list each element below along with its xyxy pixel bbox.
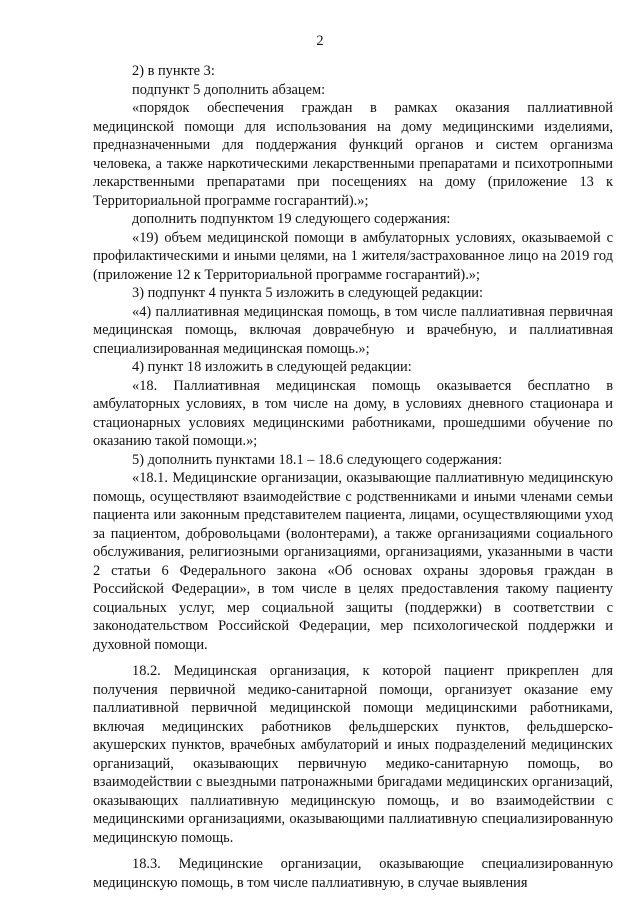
paragraph-item-3-heading: 2) в пункте 3:	[132, 63, 215, 79]
paragraph-item-18-text: «18. Паллиативная медицинская помощь оказывается бесплатно в амбулаторных условиях, в том числе на дому, в условиях дневного стационара и стационарных условиях медицинскими работниками, прошедшими обучение по оказанию такой помощи.»;	[93, 377, 613, 449]
paragraph-subitem-4-text: «4) паллиативная медицинская помощь, в том числе паллиативная первичная медицинская помощь, включая доврачебную и врачебную, и паллиативная специализированная медицинская помощь.»;	[93, 303, 613, 357]
document-body	[93, 62, 613, 892]
page-number: 2	[316, 33, 324, 49]
paragraph-add-items-18-1-18-6: 5) дополнить пунктами 18.1 – 18.6 следующего содержания:	[132, 451, 503, 468]
paragraph-subitem-19-text: «19) объем медицинской помощи в амбулаторных условиях, оказываемой с профилактическими и иными целями, на 1 жителя/застрахованное лицо на 2019 год (приложение 12 к Территориальной программе госгарантий).»;	[93, 229, 613, 283]
paragraph-subitem-5-addition: подпункт 5 дополнить абзацем:	[132, 81, 326, 98]
paragraph-item-18-3: 18.3. Медицинские организации, оказывающие специализированную медицинскую помощь, в том числе паллиативную, в случае выявления	[93, 856, 613, 891]
paragraph-item-18-2: 18.2. Медицинская организация, к которой пациент прикреплен для получения первичной медико-санитарной помощи, организует оказание ему паллиативной первичной медицинской помощи медицинскими работниками, включая медицинских работников фельдшерских пунктов, фельдшерско-акушерских пунктов, врачебных амбулаторий и иных подразделений медицинских организаций, оказывающих первичную медико-санитарную помощь, во взаимодействии с выездными патронажными бригадами медицинских организаций, оказывающих паллиативную медицинскую помощь, и во взаимодействии с медицинскими организациями, оказывающими паллиативную специализированную медицинскую помощь.	[93, 663, 613, 846]
paragraph-item-18-1: «18.1. Медицинские организации, оказывающие паллиативную медицинскую помощь, осуществляют взаимодействие с родственниками и иными членами семьи пациента или законным представителем пациента, лицами, осуществляющими уход за пациентом, добровольцами (волонтерами), а также организациями социального обслуживания, религиозными организациями, организациями, указанными в части 2 статьи 6 Федерального закона «Об основах охраны здоровья граждан в Российской Федерации», в том числе в целях предоставления такому пациенту социальных услуг, мер социальной защиты (поддержки) в соответствии с законодательством Российской Федерации, мер психологической поддержки и духовной помощи.	[93, 470, 613, 653]
paragraph-add-subitem-19: дополнить подпунктом 19 следующего содержания:	[132, 211, 451, 227]
paragraph-item-5-subitem-4: 3) подпункт 4 пункта 5 изложить в следующей редакции:	[132, 285, 483, 301]
paragraph-item-18-heading: 4) пункт 18 изложить в следующей редакции:	[132, 359, 412, 375]
paragraph-palliative-supply-order: «порядок обеспечения граждан в рамках оказания паллиативной медицинской помощи для использования на дому медицинскими изделиями, предназначенными для поддержания функций органов и систем организма человека, а также наркотическими лекарственными препаратами и психотропными лекарственными препаратами при посещениях на дому (приложение 13 к Территориальной программе госгарантий).»;	[93, 100, 613, 209]
